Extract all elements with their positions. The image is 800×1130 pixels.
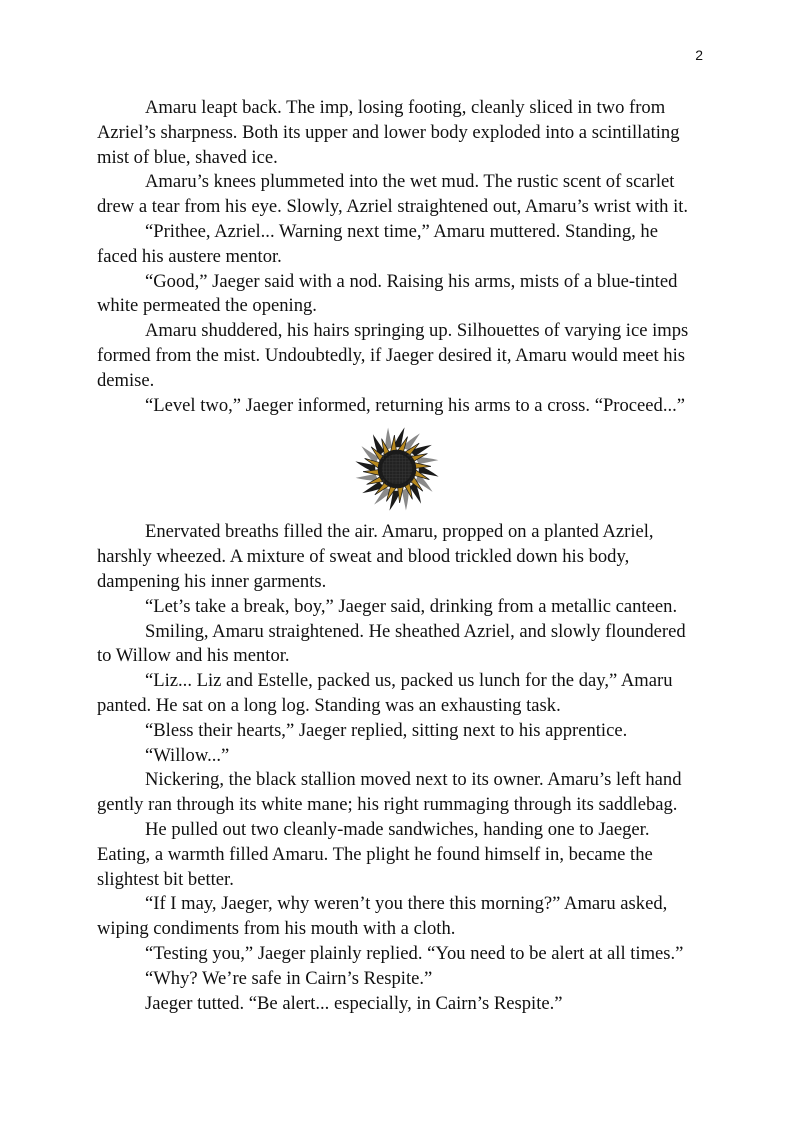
paragraph: “Liz... Liz and Estelle, packed us, packed us lunch for the day,” Amaru panted. He sat on a long log. Standing was an exhausting task. [97, 670, 673, 716]
paragraph: Amaru leapt back. The imp, losing footing, cleanly sliced in two from Azriel’s sharpness. Both its upper and lower body exploded into a scintillating mist of blue, shaved ice. [97, 97, 680, 168]
section-two [97, 520, 697, 1016]
paragraph: “Let’s take a break, boy,” Jaeger said, drinking from a metallic canteen. [145, 595, 678, 617]
paragraph: “Bless their hearts,” Jaeger replied, sitting next to his apprentice. [145, 719, 628, 741]
page-number: 2 [695, 47, 703, 63]
ray-inner [391, 435, 397, 452]
paragraph: Amaru’s knees plummeted into the wet mud. The rustic scent of scarlet drew a tear from his eye. Slowly, Azriel straightened out, Amaru’s wrist with it. [97, 171, 689, 218]
paragraph: Smiling, Amaru straightened. He sheathed Azriel, and slowly floundered to Willow and his mentor. [97, 620, 686, 667]
document-body [97, 96, 697, 1016]
paragraph: “Willow...” [145, 744, 230, 766]
paragraph: “Good,” Jaeger said with a nod. Raising his arms, mists of a blue-tinted white permeated the opening. [97, 270, 678, 317]
paragraph: Enervated breaths filled the air. Amaru, propped on a planted Azriel, harshly wheezed. A mixture of sweat and blood trickled down his body, dampening his inner garments. [97, 521, 654, 592]
ray-inner [414, 463, 431, 469]
section-one [97, 96, 697, 418]
paragraph: Nickering, the black stallion moved next to its owner. Amaru’s left hand gently ran through its white mane; his right rummaging through its saddlebag. [97, 769, 682, 816]
paragraph: Amaru shuddered, his hairs springing up. Silhouettes of varying ice imps formed from the mist. Undoubtedly, if Jaeger desired it, Amaru would meet his demise. [97, 320, 689, 391]
paragraph: “If I may, Jaeger, why weren’t you there this morning?” Amaru asked, wiping condiments from his mouth with a cloth. [97, 893, 668, 940]
paragraph: “Testing you,” Jaeger plainly replied. “You need to be alert at all times.” [145, 942, 684, 964]
ray-inner [398, 487, 404, 504]
paragraph: “Why? We’re safe in Cairn’s Respite.” [145, 967, 433, 989]
paragraph: “Prithee, Azriel... Warning next time,” Amaru muttered. Standing, he faced his austere mentor. [97, 220, 658, 267]
paragraph: Jaeger tutted. “Be alert... especially, in Cairn’s Respite.” [145, 992, 563, 1014]
paragraph: He pulled out two cleanly-made sandwiches, handing one to Jaeger. Eating, a warmth filled Amaru. The plight he found himself in, became the slightest bit better. [97, 818, 653, 890]
sun-ornament-icon [97, 418, 697, 520]
ray-inner [363, 470, 380, 476]
paragraph: “Level two,” Jaeger informed, returning his arms to a cross. “Proceed...” [145, 394, 686, 416]
